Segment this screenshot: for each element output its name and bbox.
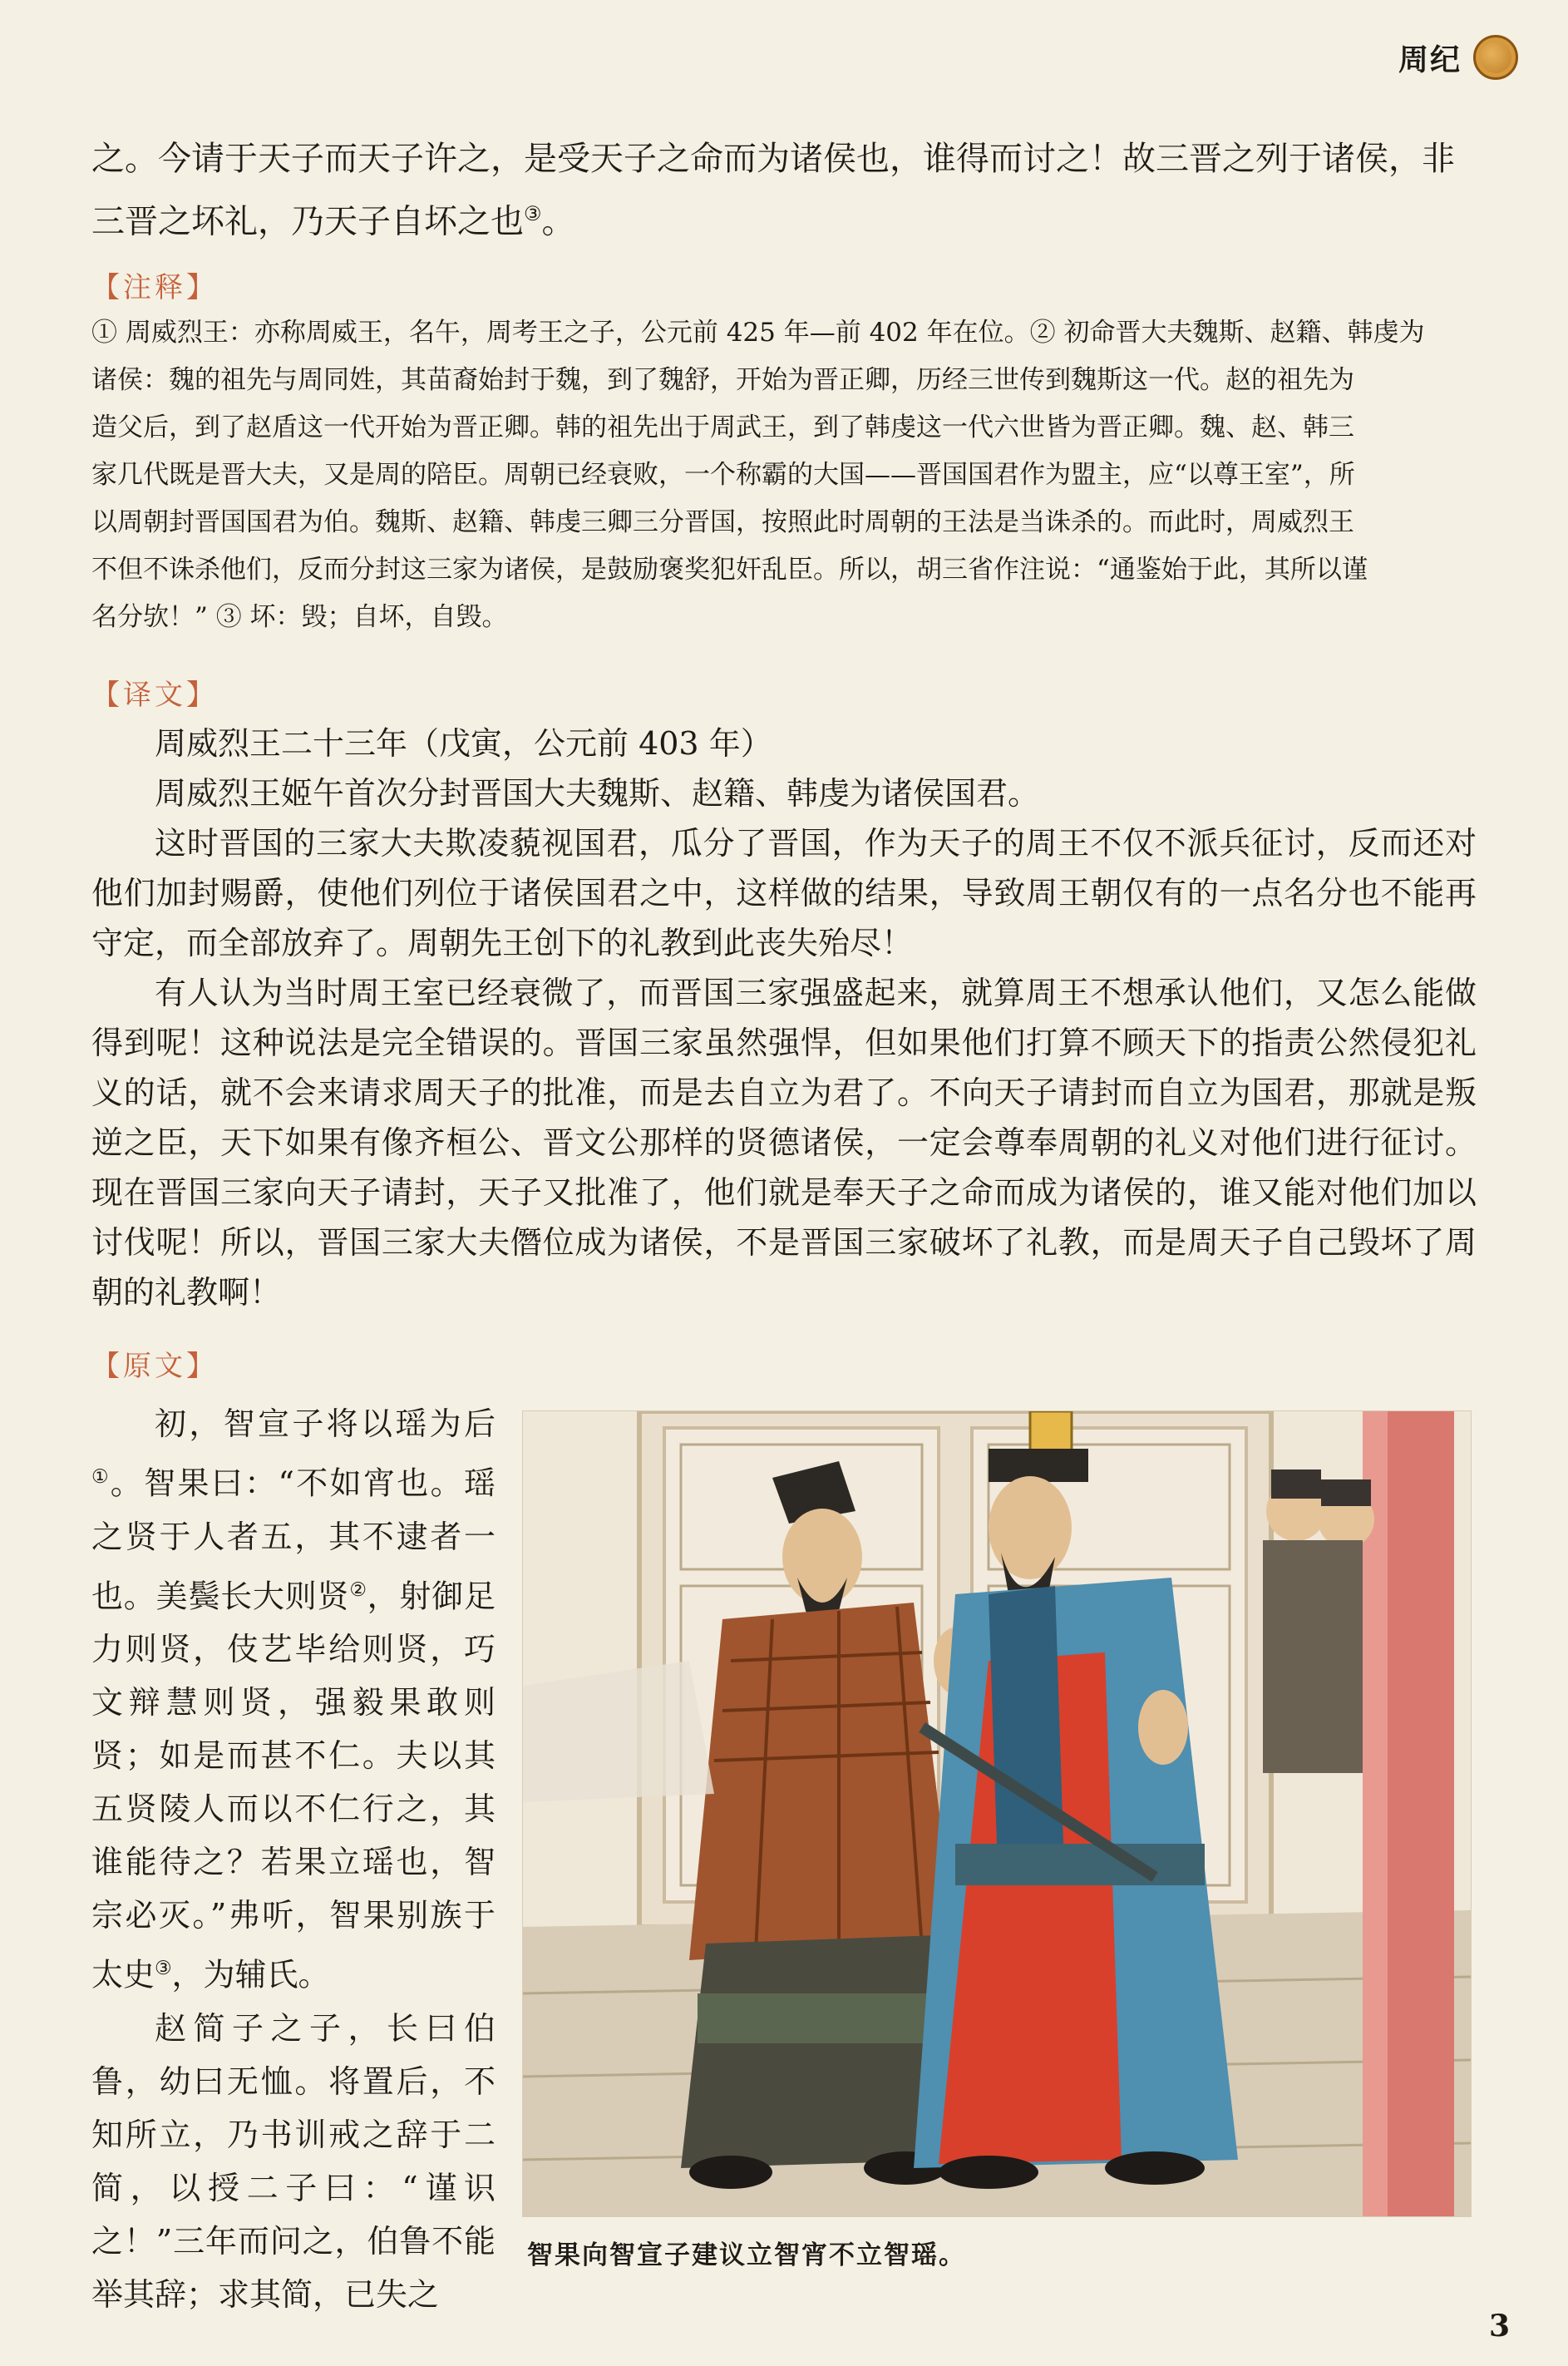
note-line: 不但不诛杀他们，反而分封这三家为诸侯，是鼓励褒奖犯奸乱臣。所以，胡三省作注说：“通鉴始于此，其所以谨 (91, 555, 1368, 585)
translation-paragraph: 有人认为当时周王室已经衰微了，而晋国三家强盛起来，就算周王不想承认他们，又怎么能做得到呢！这种说法是完全错误的。晋国三家虽然强悍，但如果他们打算不顾天下的指责公然侵犯礼义的话，就不会来请求周天子的批准，而是去自立为君了。不向天子请封而自立为国君，那就是叛逆之臣，天下如果有像齐桓公、晋文公那样的贤德诸侯，一定会尊奉周朝的礼义对他们进行征讨。现在晋国三家向天子请封，天子又批准了，他们就是奉天子之命而成为诸侯的，谁又能对他们加以讨伐呢！所以，晋国三家大夫僭位成为诸侯，不是晋国三家破坏了礼教，而是周天子自己毁坏了周朝的礼教啊！ (91, 975, 1477, 1311)
original-text-top (91, 131, 1477, 249)
notes-heading-text: 注释 (123, 271, 186, 304)
section-title: 周纪 (1398, 42, 1462, 77)
notes-section (91, 309, 1477, 641)
orig-text: 初，智宣子将以瑶为后 (155, 1405, 496, 1442)
translation-heading: 【译文】 (91, 679, 218, 712)
illustration-scene-icon (523, 1411, 1471, 2216)
original-line-2 (91, 186, 1477, 249)
translation-paragraph: 周威烈王姬午首次分封晋国大夫魏斯、赵籍、韩虔为诸侯国君。 (155, 775, 1040, 812)
note-mark-2: ② (349, 1578, 367, 1601)
figure-caption: 智果向智宣子建议立智宵不立智瑶。 (527, 2240, 966, 2270)
note-mark-1: ① (91, 1466, 111, 1488)
translation-paragraph: 周威烈王二十三年（戊寅，公元前 403 年） (155, 725, 772, 762)
note-line: 以周朝封晋国国君为伯。魏斯、赵籍、韩虔三卿三分晋国，按照此时周朝的王法是当诛杀的。而此时，周威烈王 (91, 507, 1354, 537)
note-line: 名分欤！” ③ 坏：毁；自坏，自毁。 (91, 602, 508, 632)
illustration (522, 1410, 1472, 2217)
translation-paragraph: 这时晋国的三家大夫欺凌藐视国君，瓜分了晋国，作为天子的周王不仅不派兵征讨，反而还对他们加封赐爵，使他们列位于诸侯国君之中，这样做的结果，导致周王朝仅有的一点名分也不能再守定，而全部放弃了。周朝先王创下的礼教到此丧失殆尽！ (91, 825, 1477, 961)
note-line: ① 周威烈王：亦称周威王，名午，周考王之子，公元前 425 年—前 402 年在位。② 初命晋大夫魏斯、赵籍、韩虔为 (91, 318, 1425, 348)
note-mark-3: ③ (155, 1958, 172, 1980)
note-line: 诸侯：魏的祖先与周同姓，其苗裔始封于魏，到了魏舒，开始为晋正卿，历经三世传到魏斯这一代。赵的祖先为 (91, 365, 1354, 395)
orig-text: ，射御足力则贤，伎艺毕给则贤，巧文辩慧则贤，强毅果敢则贤；如是而甚不仁。夫以其五贤陵人而以不仁行之，其谁能待之？若果立瑶也，智宗必灭。”弗听，智果别族于太史 (91, 1578, 496, 1993)
original-paragraph-1 (91, 1397, 496, 2002)
original-line-2-text: 三晋之坏礼，乃天子自坏之也 (91, 202, 524, 241)
ornament-medallion-icon (1473, 35, 1518, 80)
running-header (1398, 35, 1518, 80)
note-line: 造父后，到了赵盾这一代开始为晋正卿。韩的祖先出于周武王，到了韩虔这一代六世皆为晋正卿。魏、赵、韩三 (91, 412, 1354, 442)
original-paragraph-2: 赵简子之子，长曰伯鲁，幼曰无恤。将置后，不知所立，乃书训戒之辞于二简，以授二子曰：“谨识之！”三年而问之，伯鲁不能举其辞；求其简，已失之 (91, 2009, 496, 2313)
original-heading-text: 原文 (123, 1350, 186, 1383)
page-number: 3 (1488, 2309, 1510, 2344)
note-line: 家几代既是晋大夫，又是周的陪臣。周朝已经衰败，一个称霸的大国——晋国国君作为盟主，应“以尊王室”，所 (91, 460, 1355, 490)
orig-text: ，为辅氏。 (171, 1956, 330, 1993)
orig-text: 。智果曰：“不如宵也。瑶之贤于人者五，其不逮者一也。美鬓长大则贤 (91, 1465, 496, 1615)
notes-heading: 【注释】 (91, 271, 218, 304)
note-mark-3: ③ (524, 202, 542, 225)
original-line-1: 之。今请于天子而天子许之，是受天子之命而为诸侯也，谁得而讨之！故三晋之列于诸侯，非 (91, 140, 1455, 178)
original-line-2-end: 。 (541, 202, 575, 241)
translation-heading-text: 译文 (123, 679, 186, 712)
original-heading: 【原文】 (91, 1350, 218, 1383)
translation-section (91, 719, 1477, 1317)
original-text-bottom (91, 1397, 496, 2321)
